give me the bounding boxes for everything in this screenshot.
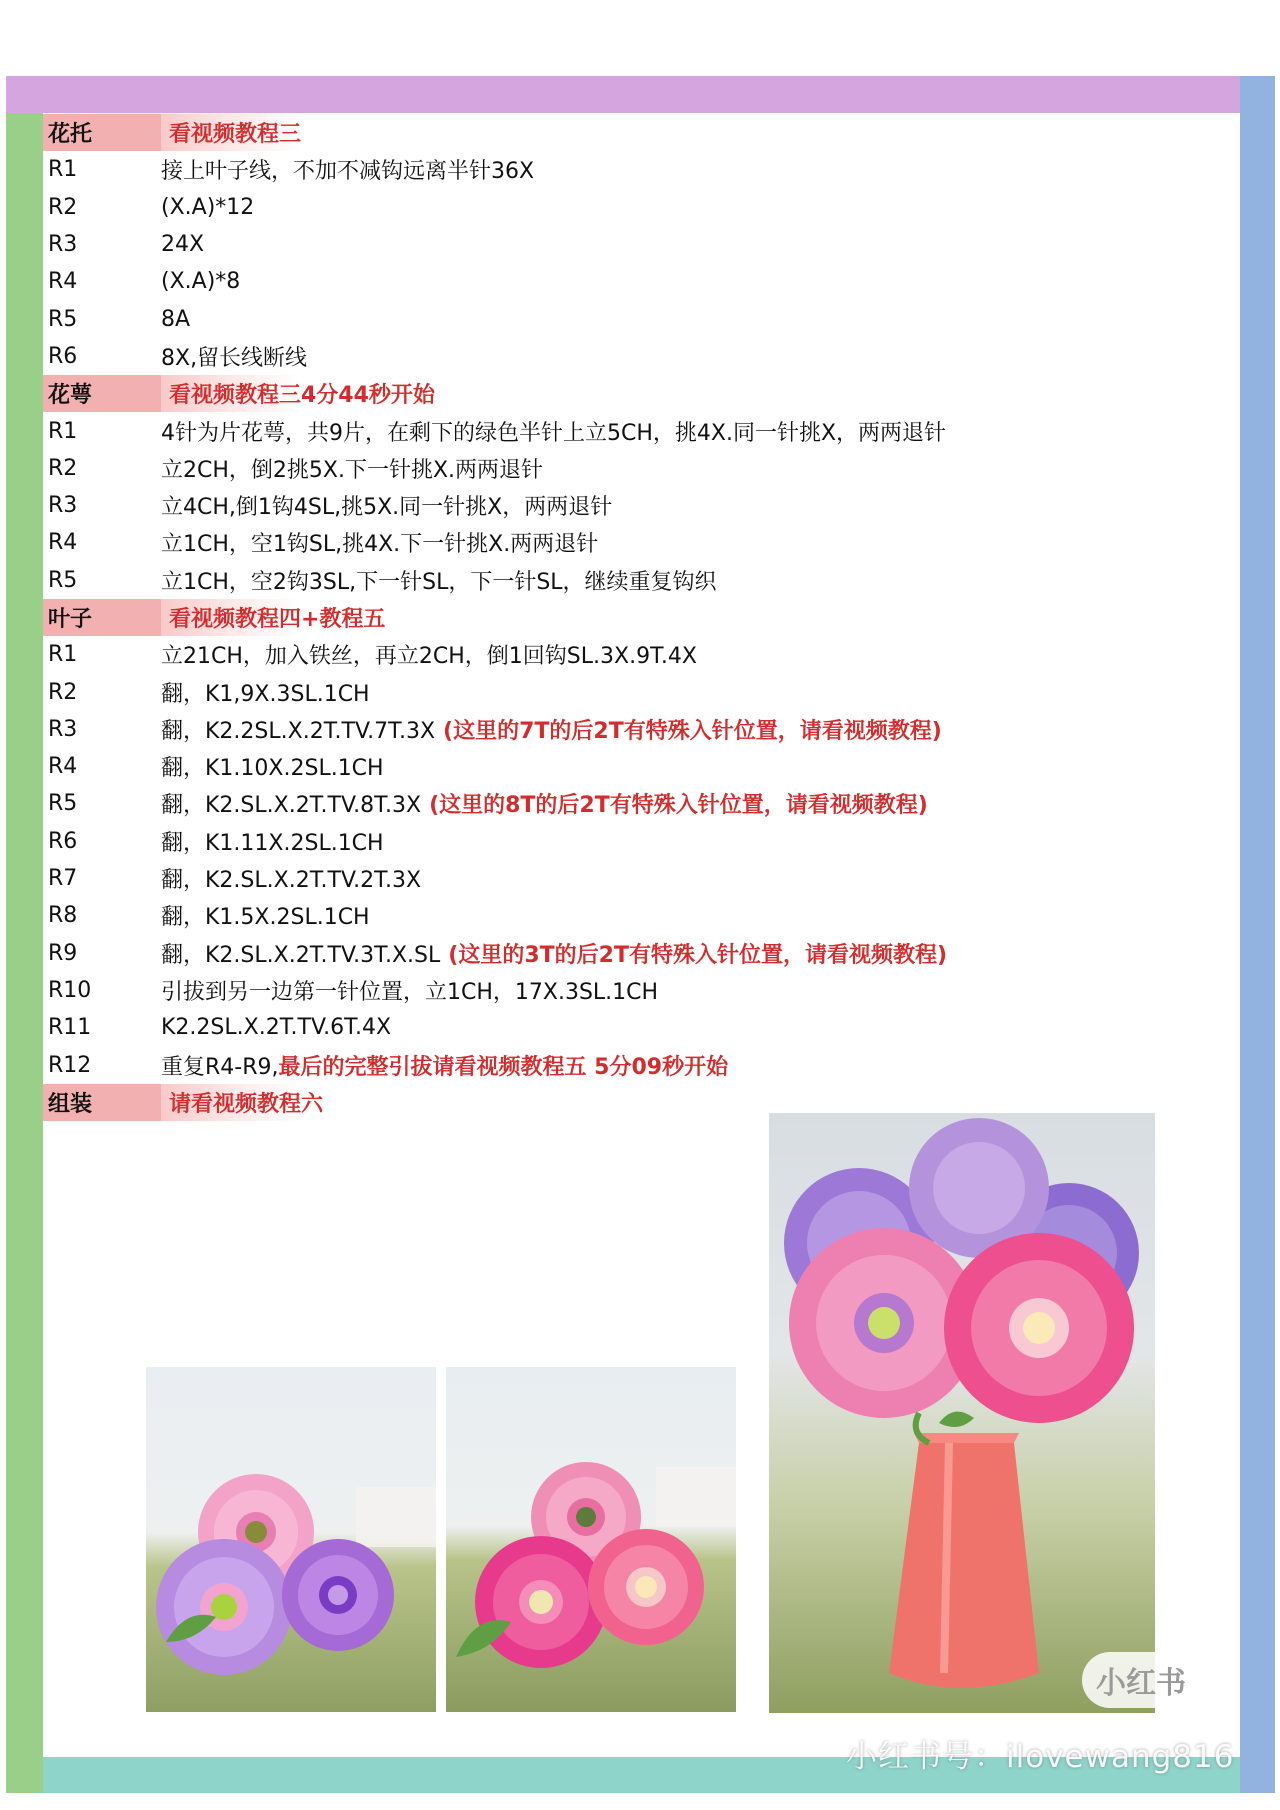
pattern-row: [43, 673, 1193, 710]
row-text: 接上叶子线，不加不减钩远离半针36X: [161, 159, 535, 185]
row-instruction: 翻，K2.SL.X.2T.TV.3T.X.SL: [161, 942, 441, 968]
row-text: [153, 935, 947, 972]
row-label: R4: [48, 269, 78, 295]
row-text: 立1CH，空1钩SL,挑4X.下一针挑X.两两退针: [161, 532, 599, 558]
row-text: (X.A)*8: [161, 269, 241, 295]
row-note: (这里的8T的后2T有特殊入针位置，请看视频教程): [429, 793, 928, 819]
photo-flower-trio-purple: [146, 1367, 436, 1712]
pattern-row: [43, 1009, 1193, 1046]
row-text: 8X,留长线断线: [161, 345, 308, 371]
row-label: R4: [48, 530, 78, 556]
pattern-row: [43, 860, 1193, 897]
row-text: [153, 1046, 728, 1083]
section-note: 看视频教程四+教程五: [161, 599, 385, 636]
row-text: 翻，K2.SL.X.2T.TV.2T.3X: [161, 868, 422, 894]
section-note: 看视频教程三4分44秒开始: [161, 375, 435, 412]
pattern-row: [43, 823, 1193, 860]
pattern-row: [43, 487, 1193, 524]
left-color-bar: [6, 113, 43, 1793]
row-label: R1: [48, 157, 78, 183]
row-label: R9: [48, 940, 78, 966]
pattern-row: [43, 897, 1193, 934]
row-label: R5: [48, 791, 78, 817]
row-label: R6: [48, 343, 78, 369]
pattern-row: [43, 300, 1193, 337]
row-text: 立21CH，加入铁丝，再立2CH，倒1回钩SL.3X.9T.4X: [161, 644, 697, 670]
top-color-bar: [6, 76, 1240, 113]
row-label: R4: [48, 754, 78, 780]
pattern-row: [43, 972, 1193, 1009]
pattern-row: [43, 338, 1193, 375]
section-note: 看视频教程三: [161, 114, 301, 151]
row-text: 立4CH,倒1钩4SL,挑5X.同一针挑X，两两退针: [161, 495, 613, 521]
row-text: 翻，K1.10X.2SL.1CH: [161, 756, 384, 782]
row-label: R1: [48, 642, 78, 668]
row-text: [153, 711, 942, 748]
pattern-row: [43, 189, 1193, 226]
row-label: R5: [48, 306, 78, 332]
row-label: R10: [48, 977, 92, 1003]
row-label: R11: [48, 1015, 92, 1041]
pattern-row: [43, 785, 1193, 822]
row-label: R7: [48, 866, 78, 892]
row-label: R3: [48, 232, 78, 258]
pattern-row: [43, 562, 1193, 599]
pattern-row: [43, 1046, 1193, 1083]
row-text: 立2CH，倒2挑5X.下一针挑X.两两退针: [161, 457, 544, 483]
row-label: R3: [48, 493, 78, 519]
pattern-row: [43, 748, 1193, 785]
row-text: 引拔到另一边第一针位置，立1CH，17X.3SL.1CH: [161, 979, 659, 1005]
row-label: R1: [48, 418, 78, 444]
row-text: (X.A)*12: [161, 194, 255, 220]
photo-bouquet-vase: [769, 1113, 1155, 1713]
pattern-row: [43, 450, 1193, 487]
section-note: 请看视频教程六: [161, 1084, 323, 1121]
section-label: 叶子: [43, 599, 161, 636]
pattern-row: [43, 935, 1193, 972]
row-instruction: 翻，K2.SL.X.2T.TV.8T.3X: [161, 793, 422, 819]
row-label: R2: [48, 194, 78, 220]
pattern-row: [43, 711, 1193, 748]
row-text: 翻，K1.11X.2SL.1CH: [161, 830, 384, 856]
row-label: R8: [48, 903, 78, 929]
row-text: 翻，K1.5X.2SL.1CH: [161, 905, 370, 931]
row-label: R5: [48, 567, 78, 593]
row-label: R3: [48, 716, 78, 742]
section-header-receptacle: [43, 114, 1193, 151]
row-text: [153, 785, 928, 822]
row-note: (这里的7T的后2T有特殊入针位置，请看视频教程): [443, 718, 942, 744]
right-color-bar: [1240, 76, 1275, 1793]
row-text: 8A: [161, 306, 191, 332]
row-label: R12: [48, 1052, 92, 1078]
row-text: 24X: [161, 232, 205, 258]
section-label: 花萼: [43, 375, 161, 412]
section-header-leaf: [43, 599, 1193, 636]
photo-flower-trio-pink: [446, 1367, 736, 1712]
row-note: 最后的完整引拔请看视频教程五 5分09秒开始: [278, 1054, 729, 1080]
pattern-row: [43, 151, 1193, 188]
pattern-row: [43, 524, 1193, 561]
crochet-pattern: [43, 114, 1193, 1121]
row-text: 立1CH，空2钩3SL,下一针SL，下一针SL，继续重复钩织: [161, 569, 717, 595]
watermark-account-id: 小红书号：ilovewang816: [846, 1738, 1235, 1775]
section-header-calyx: [43, 375, 1193, 412]
section-label: 组装: [43, 1084, 161, 1121]
xiaohongshu-logo-badge: 小红书: [1082, 1652, 1200, 1708]
section-label: 花托: [43, 114, 161, 151]
row-text: 翻，K1,9X.3SL.1CH: [161, 681, 370, 707]
pattern-row: [43, 412, 1193, 449]
row-label: R2: [48, 679, 78, 705]
row-text: K2.2SL.X.2T.TV.6T.4X: [161, 1015, 392, 1041]
row-instruction: 翻，K2.2SL.X.2T.TV.7T.3X: [161, 718, 436, 744]
row-instruction: 重复R4-R9,: [161, 1054, 279, 1080]
row-label: R2: [48, 455, 78, 481]
row-note: (这里的3T的后2T有特殊入针位置，请看视频教程): [448, 942, 948, 968]
pattern-row: [43, 636, 1193, 673]
pattern-row: [43, 263, 1193, 300]
pattern-row: [43, 226, 1193, 263]
row-text: 4针为片花萼，共9片，在剩下的绿色半针上立5CH，挑4X.同一针挑X，两两退针: [161, 420, 947, 446]
row-label: R6: [48, 828, 78, 854]
